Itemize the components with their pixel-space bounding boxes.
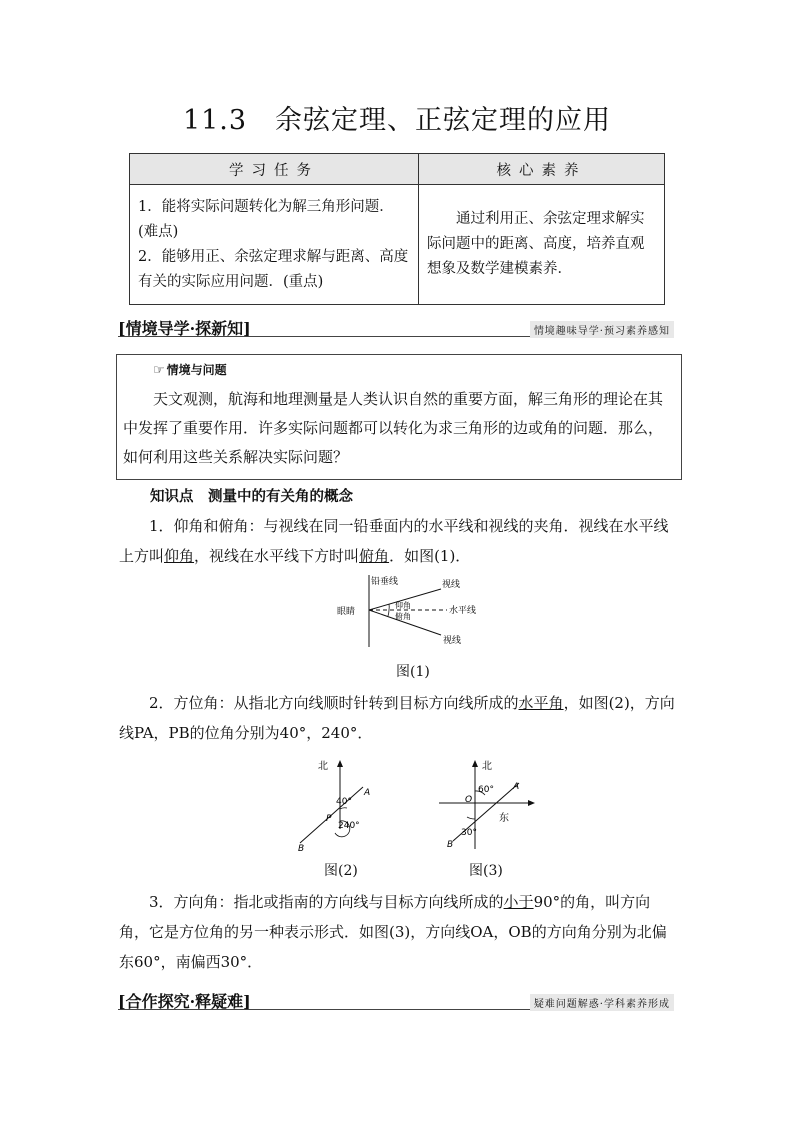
point-p-label: P [326,814,332,824]
origin-o-label: O [465,795,473,805]
section-label: [情境导学·探新知] [118,319,251,338]
item-1-paragraph: 1．仰角和俯角：与视线在同一铅垂面内的水平线和视线的夹角．视线在水平线上方叫仰角，视线在水平线下方时叫俯角．如图(1)． [119,517,669,565]
angle-240-label: 240° [338,821,360,831]
learning-objectives-table [129,153,665,305]
figure-3-direction [437,757,537,852]
point-a-label: A [364,788,371,798]
section-header-context [118,318,674,337]
point-a-label: A [513,782,520,792]
north-label: 北 [318,761,328,772]
figure-1-caption: 图(1) [396,664,430,680]
figure-2-bearing [290,757,390,852]
north-label: 北 [482,761,492,772]
section-tag: 疑难问题解惑·学科素养形成 [530,994,674,1011]
angle-60-label: 60° [478,785,494,795]
horizontal-line-label: 水平线 [449,606,477,616]
section-tag: 情境趣味导学·预习素养感知 [530,321,674,338]
eye-label: 眼睛 [337,607,356,617]
item-2-paragraph: 2．方位角：从指北方向线顺时针转到目标方向线所成的水平角，如图(2)，方向线PA，PB的位角分别为40°，240°． [119,694,675,742]
hand-pointer-icon: ☞ [153,363,165,378]
figure-2-caption: 图(2) [324,863,358,879]
table-header-literacy: 核心素养 [419,154,665,185]
plumb-line-label: 铅垂线 [371,577,399,587]
angle-30-label: 30° [461,828,477,838]
east-label: 东 [499,813,509,824]
context-heading: ☞ 情境与问题 [153,363,227,378]
angle-40-label: 40° [336,797,352,807]
point-b-label: B [447,840,454,850]
section-header-explore [118,991,674,1010]
task-list [130,185,419,305]
sight-line-top-label: 视线 [442,580,461,590]
task-item: 2．能够用正、余弦定理求解与距离、高度有关的实际应用问题．(重点) [138,248,409,290]
figure-1-elevation-depression [335,573,495,653]
point-b-label: B [298,844,305,852]
knowledge-point-heading: 知识点 测量中的有关角的概念 [150,489,353,505]
figure-3-caption: 图(3) [469,863,503,879]
page-title: 11.3 余弦定理、正弦定理的应用 [182,105,612,136]
depression-angle-label: 俯角 [395,612,411,621]
table-header-tasks: 学习任务 [130,154,419,185]
item-3-paragraph: 3．方向角：指北或指南的方向线与目标方向线所成的小于90°的角，叫方向角，它是方位角的另一种表示形式．如图(3)，方向线OA，OB的方向角分别为北偏东60°，南偏西30°． [119,893,667,971]
sight-line-bottom-label: 视线 [443,636,462,646]
elevation-angle-label: 仰角 [395,601,411,610]
core-literacy-text: 通过利用正、余弦定理求解实际问题中的距离、高度，培养直观想象及数学建模素养． [419,185,665,305]
context-text: 天文观测，航海和地理测量是人类认识自然的重要方面，解三角形的理论在其中发挥了重要作用．许多实际问题都可以转化为求三角形的边或角的问题．那么，如何利用这些关系解决实际问题？ [123,390,664,466]
section-label: [合作探究·释疑难] [118,992,251,1011]
context-box [116,354,682,480]
task-item: 1．能将实际问题转化为解三角形问题．(难点) [138,198,394,240]
